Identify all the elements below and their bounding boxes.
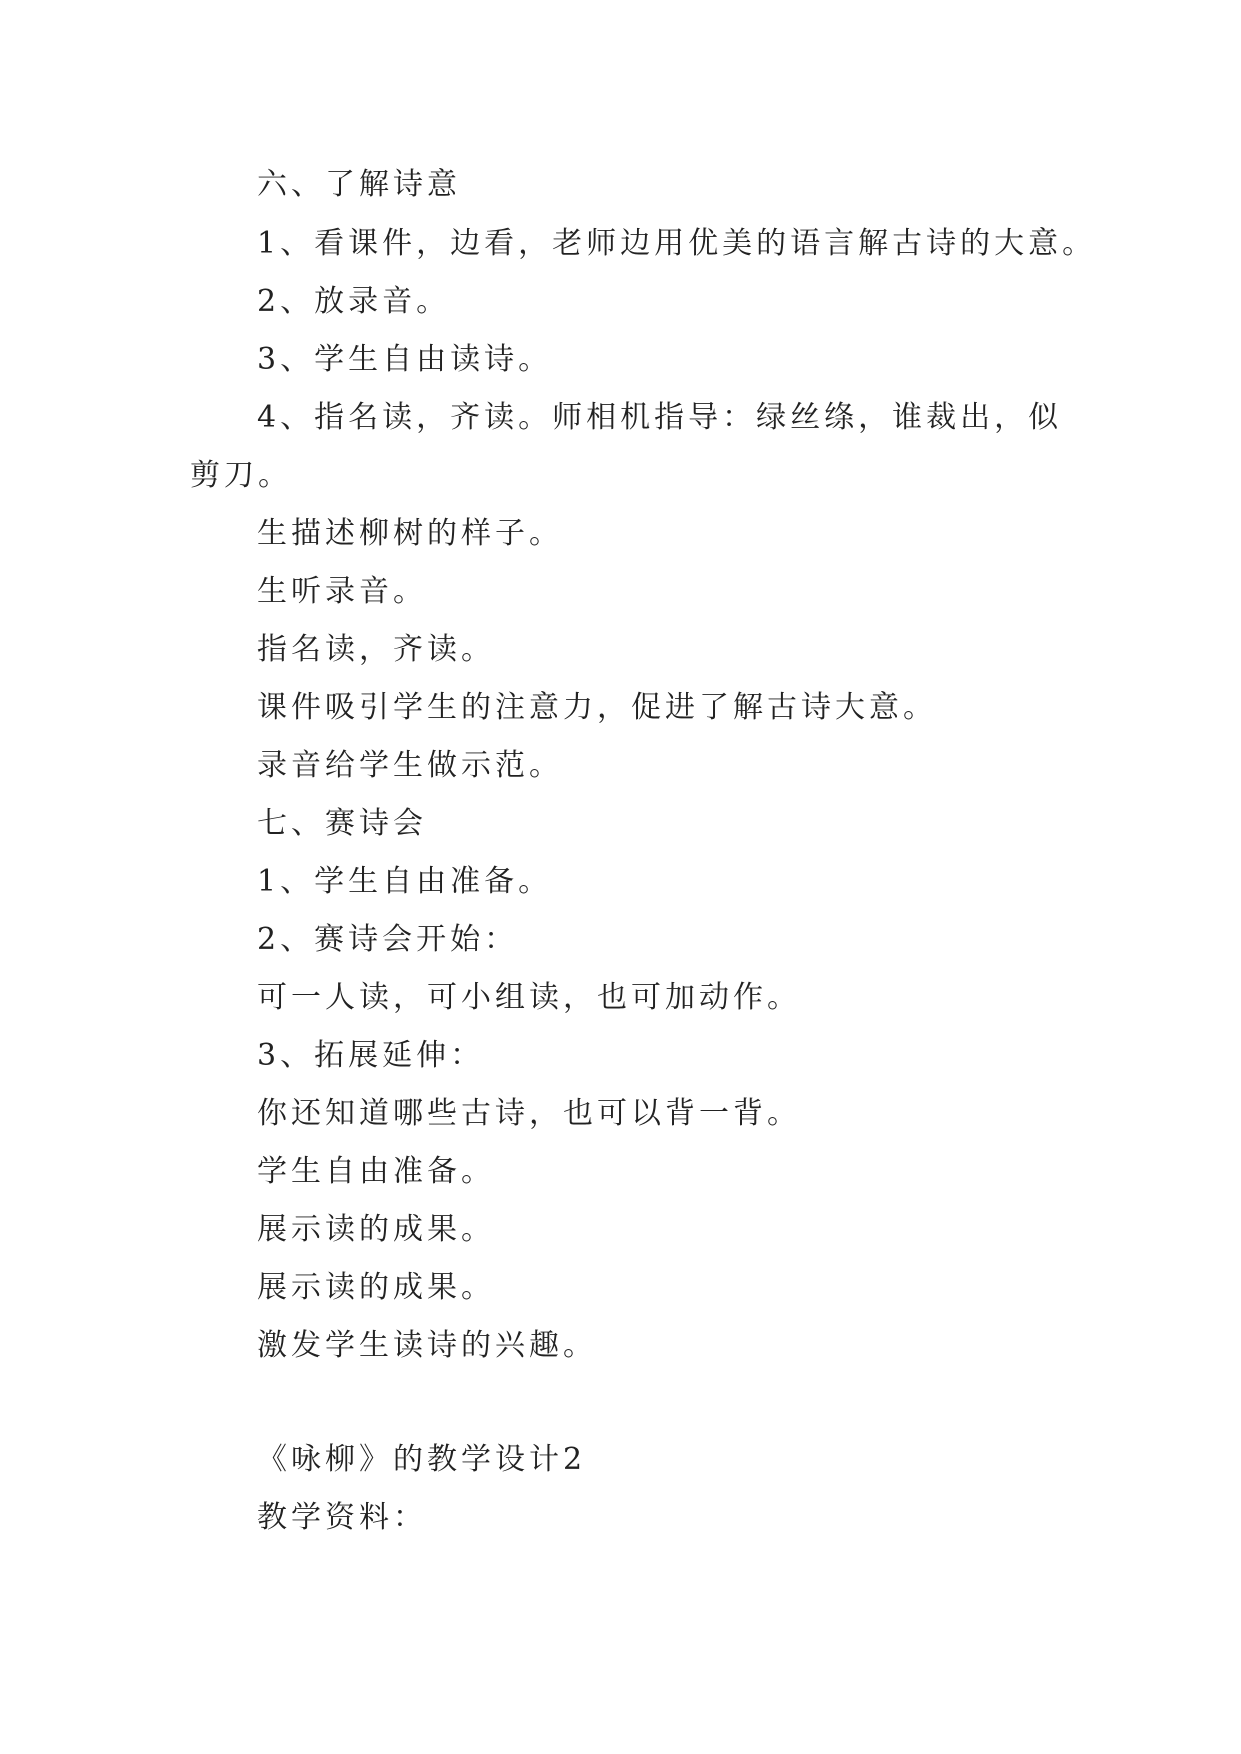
paragraph-line: 你还知道哪些古诗，也可以背一背。: [257, 1096, 801, 1131]
paragraph-line: 展示读的成果。: [257, 1270, 495, 1305]
paragraph-line-continued: 剪刀。: [190, 458, 292, 493]
paragraph-line: 3、学生自由读诗。: [257, 342, 553, 377]
paragraph-line: 学生自由准备。: [257, 1154, 495, 1189]
paragraph-line: 生听录音。: [257, 574, 427, 609]
paragraph-line: 1、看课件，边看，老师边用优美的语言解古诗的大意。: [257, 226, 1097, 261]
paragraph-line: 可一人读，可小组读，也可加动作。: [257, 980, 801, 1015]
document-subtitle: 《咏柳》的教学设计2: [257, 1442, 587, 1477]
paragraph-line: 1、学生自由准备。: [257, 864, 553, 899]
paragraph-line: 生描述柳树的样子。: [257, 516, 563, 551]
paragraph-line: 3、拓展延伸：: [257, 1038, 485, 1073]
paragraph-line: 指名读，齐读。: [257, 632, 495, 667]
paragraph-line: 激发学生读诗的兴趣。: [257, 1328, 597, 1363]
paragraph-line: 2、赛诗会开始：: [257, 922, 519, 957]
paragraph-line: 4、指名读，齐读。师相机指导：绿丝绦，谁裁出，似: [257, 400, 1063, 435]
paragraph-line: 2、放录音。: [257, 284, 451, 319]
section-heading-understand-poem: 六、了解诗意: [257, 167, 461, 202]
paragraph-line: 录音给学生做示范。: [257, 748, 563, 783]
paragraph-line: 展示读的成果。: [257, 1212, 495, 1247]
paragraph-line: 课件吸引学生的注意力，促进了解古诗大意。: [257, 690, 937, 725]
paragraph-line: 教学资料：: [257, 1500, 427, 1535]
section-heading-poetry-contest: 七、赛诗会: [257, 806, 427, 841]
